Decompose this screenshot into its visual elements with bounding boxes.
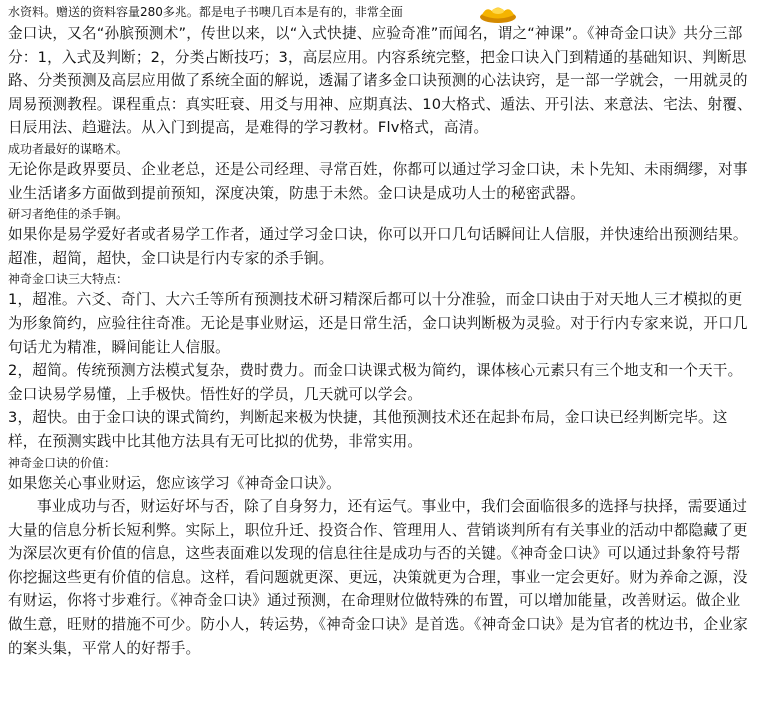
section-heading-weapon: 研习者绝佳的杀手锏。 xyxy=(8,207,129,222)
value-body: 事业成功与否，财运好坏与否，除了自身努力，还有运气。事业中，我们会面临很多的选择与抉择，需要通过大量的信息分析长短利弊。实际上，职位升迁、投资合作、管理用人、营销谈判所有有关事业的活动中都隐藏了更为深层次更有价值的信息，这些表面难以发现的信息往往是成功与否的关键。《神奇金口诀》可以通过卦象符号帮你挖掘这些更有价值的信息。这样，看问题就更深、更远，决策就更为合理，事业一定会更好。财为养命之源，没有财运，你将寸步难行。《神奇金口诀》通过预测，在命理财位做特殊的布置，可以增加能量，改善财运。做企业做生意，旺财的措施不可少。防小人，转运势，《神奇金口诀》是首选。《神奇金口诀》是为官者的枕边书，企业家的案头集，平常人的好帮手。 xyxy=(8,498,748,657)
intro-paragraph: 金口诀，又名“孙膑预测术”，传世以来，以“入式快捷、应验奇准”而闻名，谓之“神课”。《神奇金口诀》共分三部分：1，入式及判断；2，分类占断技巧；3，高层应用。内容系统完整，把金口诀入门到精通的基础知识、判断思路、分类预测及高层应用做了系统全面的解说，透漏了诸多金口诀预测的心法诀窍，是一部一学就会，一用就灵的周易预测教程。课程重点：真实旺衰、用爻与用神、应期真法、10大格式、遁法、开引法、来意法、宅法、射覆、日辰用法、趋避法。从入门到提高，是难得的学习教材。Flv格式，高清。 xyxy=(8,25,752,137)
top-line-text: 水资料。赠送的资料容量280多兆。都是电子书噢几百本是有的，非常全面 xyxy=(8,5,403,19)
section-heading-value: 神奇金口诀的价值： xyxy=(8,455,117,470)
value-lead: 如果您关心事业财运，您应该学习《神奇金口诀》。 xyxy=(8,474,341,492)
section-heading-strategy: 成功者最好的谋略术。 xyxy=(8,141,129,156)
feature-item: 1，超准。六爻、奇门、大六壬等所有预测技术研习精深后都可以十分准验，而金口诀由于对天地人三才模拟的更为形象简约，应验往往奇准。无论是事业财运，还是日常生活，金口诀判断极为灵验。对于行内专家来说，开口几句话尤为精准，瞬间能让人信服。 xyxy=(8,291,748,356)
feature-item: 2，超简。传统预测方法模式复杂，费时费力。而金口诀课式极为简约，课体核心元素只有三个地支和一个天干。金口诀易学易懂，上手极快。悟性好的学员，几天就可以学会。 xyxy=(8,362,743,403)
top-line xyxy=(8,4,755,22)
section-body-weapon: 如果你是易学爱好者或者易学工作者，通过学习金口诀，你可以开口几句话瞬间让人信服，并快速给出预测结果。超准，超简，超快，金口诀是行内专家的杀手锏。 xyxy=(8,226,748,267)
feature-item: 3，超快。由于金口诀的课式简约，判断起来极为快捷，其他预测技术还在起卦布局，金口诀已经判断完毕。这样，在预测实践中比其他方法具有无可比拟的优势，非常实用。 xyxy=(8,409,728,450)
section-body-strategy: 无论你是政界要员、企业老总，还是公司经理、寻常百姓，你都可以通过学习金口诀，未卜先知、未雨绸缪，对事业生活诸多方面做到提前预知，深度决策，防患于未然。金口诀是成功人士的秘密武器。 xyxy=(8,160,748,202)
gold-ingot-icon xyxy=(478,2,518,24)
section-heading-features: 神奇金口诀三大特点： xyxy=(8,272,129,287)
